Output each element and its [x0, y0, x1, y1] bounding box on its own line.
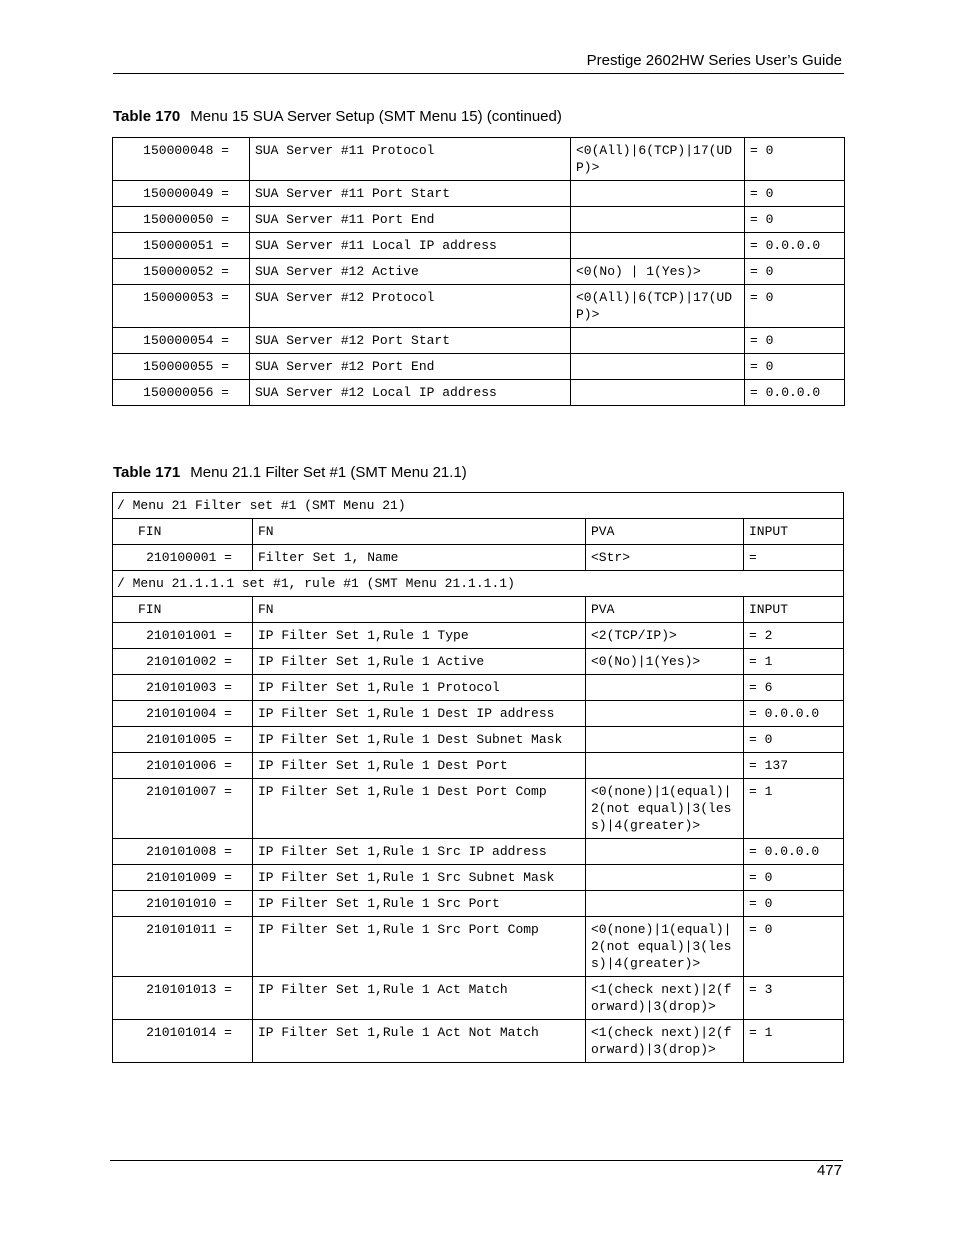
fn-cell: IP Filter Set 1,Rule 1 Active: [253, 649, 586, 675]
fin-cell: 150000050 =: [113, 207, 250, 233]
table-170-caption: [113, 108, 562, 125]
table-171-caption: [113, 464, 467, 481]
table-row: [113, 891, 844, 917]
fin-cell: 210101005 =: [113, 727, 253, 753]
table-row: [113, 285, 845, 328]
input-cell: = 0: [745, 285, 845, 328]
header-rule: [113, 73, 844, 74]
table-row: [113, 259, 845, 285]
input-cell: = 0: [745, 259, 845, 285]
table-row: [113, 328, 845, 354]
section-heading: / Menu 21.1.1.1 set #1, rule #1 (SMT Menu 21.1.1.1): [113, 571, 844, 597]
pva-header: PVA: [586, 519, 744, 545]
pva-cell: <Str>: [586, 545, 744, 571]
fin-cell: 210101003 =: [113, 675, 253, 701]
fin-cell: 210101013 =: [113, 977, 253, 1020]
table-170-label: Table 170: [113, 108, 181, 125]
input-cell: = 0.0.0.0: [744, 701, 844, 727]
input-header: INPUT: [744, 519, 844, 545]
fin-cell: 150000053 =: [113, 285, 250, 328]
fin-cell: 210101007 =: [113, 779, 253, 839]
input-cell: = 0: [744, 727, 844, 753]
input-cell: =: [744, 545, 844, 571]
fn-cell: IP Filter Set 1,Rule 1 Dest Port: [253, 753, 586, 779]
input-cell: = 0: [744, 891, 844, 917]
fn-cell: SUA Server #12 Protocol: [250, 285, 571, 328]
input-cell: = 0: [745, 138, 845, 181]
table-row: [113, 181, 845, 207]
pva-cell: <0(none)|1(equal)|2(not equal)|3(less)|4(greater)>: [586, 779, 744, 839]
fn-cell: IP Filter Set 1,Rule 1 Src Port Comp: [253, 917, 586, 977]
pva-cell: [571, 328, 745, 354]
column-header-row: [113, 597, 844, 623]
input-cell: = 0.0.0.0: [745, 233, 845, 259]
fin-cell: 210101002 =: [113, 649, 253, 675]
table-row: [113, 233, 845, 259]
input-cell: = 0: [745, 354, 845, 380]
pva-cell: [586, 753, 744, 779]
table-row: [113, 917, 844, 977]
fin-cell: 150000048 =: [113, 138, 250, 181]
pva-cell: [586, 675, 744, 701]
fin-cell: 150000056 =: [113, 380, 250, 406]
pva-cell: <2(TCP/IP)>: [586, 623, 744, 649]
table-row: [113, 649, 844, 675]
fn-cell: IP Filter Set 1,Rule 1 Type: [253, 623, 586, 649]
fn-cell: IP Filter Set 1,Rule 1 Dest IP address: [253, 701, 586, 727]
fin-header: FIN: [113, 519, 253, 545]
pva-cell: [586, 727, 744, 753]
pva-cell: <0(No) | 1(Yes)>: [571, 259, 745, 285]
table-170: [112, 137, 845, 406]
fin-cell: 210101009 =: [113, 865, 253, 891]
fn-cell: IP Filter Set 1,Rule 1 Src Port: [253, 891, 586, 917]
fin-cell: 150000049 =: [113, 181, 250, 207]
input-cell: = 0.0.0.0: [744, 839, 844, 865]
fin-cell: 150000051 =: [113, 233, 250, 259]
fn-header: FN: [253, 519, 586, 545]
pva-cell: [571, 233, 745, 259]
pva-cell: [586, 839, 744, 865]
table-170-title: Menu 15 SUA Server Setup (SMT Menu 15) (continued): [190, 108, 562, 125]
fn-cell: SUA Server #12 Port Start: [250, 328, 571, 354]
pva-cell: <0(All)|6(TCP)|17(UDP)>: [571, 285, 745, 328]
pva-cell: <0(No)|1(Yes)>: [586, 649, 744, 675]
table-row: [113, 865, 844, 891]
table-row: [113, 977, 844, 1020]
page-number: 477: [816, 1162, 842, 1179]
pva-cell: <0(All)|6(TCP)|17(UDP)>: [571, 138, 745, 181]
fn-cell: SUA Server #11 Local IP address: [250, 233, 571, 259]
fn-cell: SUA Server #11 Port Start: [250, 181, 571, 207]
input-cell: = 3: [744, 977, 844, 1020]
pva-cell: <1(check next)|2(forward)|3(drop)>: [586, 1020, 744, 1063]
pva-cell: [571, 354, 745, 380]
fn-cell: SUA Server #12 Local IP address: [250, 380, 571, 406]
fin-header: FIN: [113, 597, 253, 623]
input-cell: = 6: [744, 675, 844, 701]
fn-cell: SUA Server #11 Protocol: [250, 138, 571, 181]
table-row: [113, 701, 844, 727]
fin-cell: 210101006 =: [113, 753, 253, 779]
table-row: [113, 545, 844, 571]
fn-cell: IP Filter Set 1,Rule 1 Protocol: [253, 675, 586, 701]
fn-cell: IP Filter Set 1,Rule 1 Src Subnet Mask: [253, 865, 586, 891]
fin-cell: 150000054 =: [113, 328, 250, 354]
pva-cell: <0(none)|1(equal)|2(not equal)|3(less)|4(greater)>: [586, 917, 744, 977]
pva-cell: [586, 701, 744, 727]
fin-cell: 210101010 =: [113, 891, 253, 917]
fin-cell: 210101004 =: [113, 701, 253, 727]
fin-cell: 210101011 =: [113, 917, 253, 977]
input-cell: = 1: [744, 1020, 844, 1063]
section-row: [113, 571, 844, 597]
table-row: [113, 354, 845, 380]
fn-cell: SUA Server #11 Port End: [250, 207, 571, 233]
input-cell: = 1: [744, 779, 844, 839]
fn-cell: SUA Server #12 Port End: [250, 354, 571, 380]
fn-cell: Filter Set 1, Name: [253, 545, 586, 571]
pva-cell: [571, 207, 745, 233]
fin-cell: 150000055 =: [113, 354, 250, 380]
fin-cell: 210101014 =: [113, 1020, 253, 1063]
input-cell: = 0: [745, 181, 845, 207]
input-cell: = 137: [744, 753, 844, 779]
table-row: [113, 753, 844, 779]
table-row: [113, 839, 844, 865]
table-171: [112, 492, 844, 1063]
fin-cell: 210100001 =: [113, 545, 253, 571]
table-row: [113, 207, 845, 233]
pva-cell: <1(check next)|2(forward)|3(drop)>: [586, 977, 744, 1020]
input-cell: = 0: [744, 865, 844, 891]
table-row: [113, 380, 845, 406]
fin-cell: 150000052 =: [113, 259, 250, 285]
input-cell: = 1: [744, 649, 844, 675]
footer-rule: [110, 1160, 843, 1161]
fin-cell: 210101001 =: [113, 623, 253, 649]
input-cell: = 2: [744, 623, 844, 649]
table-row: [113, 623, 844, 649]
fin-cell: 210101008 =: [113, 839, 253, 865]
input-cell: = 0: [745, 207, 845, 233]
table-171-label: Table 171: [113, 464, 181, 481]
page-header-title: Prestige 2602HW Series User’s Guide: [586, 52, 842, 69]
table-row: [113, 779, 844, 839]
column-header-row: [113, 519, 844, 545]
fn-cell: SUA Server #12 Active: [250, 259, 571, 285]
fn-header: FN: [253, 597, 586, 623]
input-header: INPUT: [744, 597, 844, 623]
table-row: [113, 138, 845, 181]
fn-cell: IP Filter Set 1,Rule 1 Src IP address: [253, 839, 586, 865]
pva-cell: [571, 380, 745, 406]
fn-cell: IP Filter Set 1,Rule 1 Dest Subnet Mask: [253, 727, 586, 753]
pva-cell: [571, 181, 745, 207]
input-cell: = 0: [745, 328, 845, 354]
fn-cell: IP Filter Set 1,Rule 1 Act Not Match: [253, 1020, 586, 1063]
section-heading: / Menu 21 Filter set #1 (SMT Menu 21): [113, 493, 844, 519]
input-cell: = 0.0.0.0: [745, 380, 845, 406]
fn-cell: IP Filter Set 1,Rule 1 Dest Port Comp: [253, 779, 586, 839]
table-row: [113, 1020, 844, 1063]
fn-cell: IP Filter Set 1,Rule 1 Act Match: [253, 977, 586, 1020]
table-row: [113, 675, 844, 701]
section-row: [113, 493, 844, 519]
pva-cell: [586, 891, 744, 917]
table-171-title: Menu 21.1 Filter Set #1 (SMT Menu 21.1): [190, 464, 467, 481]
input-cell: = 0: [744, 917, 844, 977]
pva-cell: [586, 865, 744, 891]
table-row: [113, 727, 844, 753]
pva-header: PVA: [586, 597, 744, 623]
